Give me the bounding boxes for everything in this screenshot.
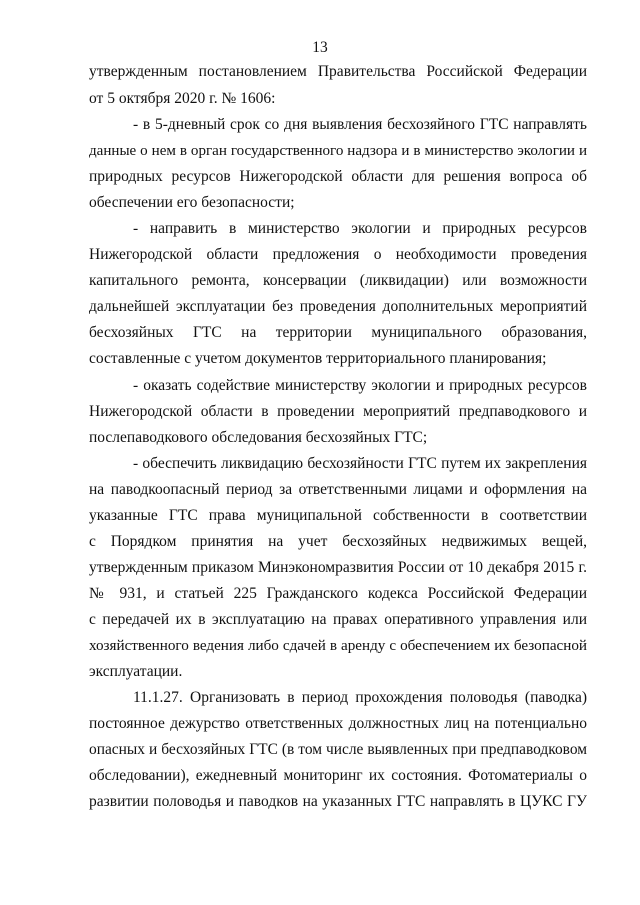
text-line: составленные с учетом документов территориального планирования;	[89, 350, 547, 367]
text-line: на паводкоопасный период за ответственными лицами и оформления на	[89, 481, 587, 498]
text-line: послепаводкового обследования бесхозяйных ГТС;	[89, 429, 428, 446]
text-line: - направить в министерство экологии и природных ресурсов	[133, 220, 587, 237]
text-line: с Порядком принятия на учет бесхозяйных недвижимых вещей,	[89, 533, 587, 550]
text-line: от 5 октября 2020 г. № 1606:	[89, 90, 276, 107]
text-line: с передачей их в эксплуатацию на правах оперативного управления или	[89, 611, 587, 628]
page-number: 13	[312, 39, 328, 56]
text-line: обеспечении его безопасности;	[89, 194, 295, 211]
text-line: капитального ремонта, консервации (ликвидации) или возможности	[89, 272, 587, 289]
text-line: опасных и бесхозяйных ГТС (в том числе выявленных при предпаводковом	[89, 741, 587, 758]
text-line: хозяйственного ведения либо сдачей в аренду с обеспечением их безопасной	[89, 638, 587, 654]
text-line: бесхозяйных ГТС на территории муниципального образования,	[89, 324, 587, 341]
text-line: эксплуатации.	[89, 663, 183, 680]
text-line: - обеспечить ликвидацию бесхозяйности ГТС путем их закрепления	[133, 455, 587, 472]
text-line: - оказать содействие министерству экологии и природных ресурсов	[133, 377, 587, 394]
text-line: утвержденным приказом Минэкономразвития России от 10 декабря 2015 г.	[89, 559, 587, 576]
text-line: природных ресурсов Нижегородской области для решения вопроса об	[89, 168, 587, 185]
text-line: № 931, и статьей 225 Гражданского кодекса Российской Федерации	[89, 585, 587, 602]
text-line: утвержденным постановлением Правительства Российской Федерации	[89, 63, 587, 80]
text-line: 11.1.27. Организовать в период прохождения половодья (паводка)	[133, 689, 587, 706]
text-line: обследовании), ежедневный мониторинг их состояния. Фотоматериалы о	[89, 767, 587, 784]
text-line: данные о нем в орган государственного надзора и в министерство экологии и	[89, 143, 587, 159]
text-line: Нижегородской области предложения о необходимости проведения	[89, 246, 587, 263]
text-line: указанные ГТС права муниципальной собственности в соответствии	[89, 507, 587, 524]
text-line: дальнейшей эксплуатации без проведения дополнительных мероприятий	[89, 298, 587, 315]
text-line: Нижегородской области в проведении мероприятий предпаводкового и	[89, 403, 587, 420]
text-line: развитии половодья и паводков на указанных ГТС направлять в ЦУКС ГУ	[89, 793, 587, 810]
text-line: постоянное дежурство ответственных должностных лиц на потенциально	[89, 715, 587, 732]
text-line: - в 5-дневный срок со дня выявления бесхозяйного ГТС направлять	[133, 116, 587, 133]
